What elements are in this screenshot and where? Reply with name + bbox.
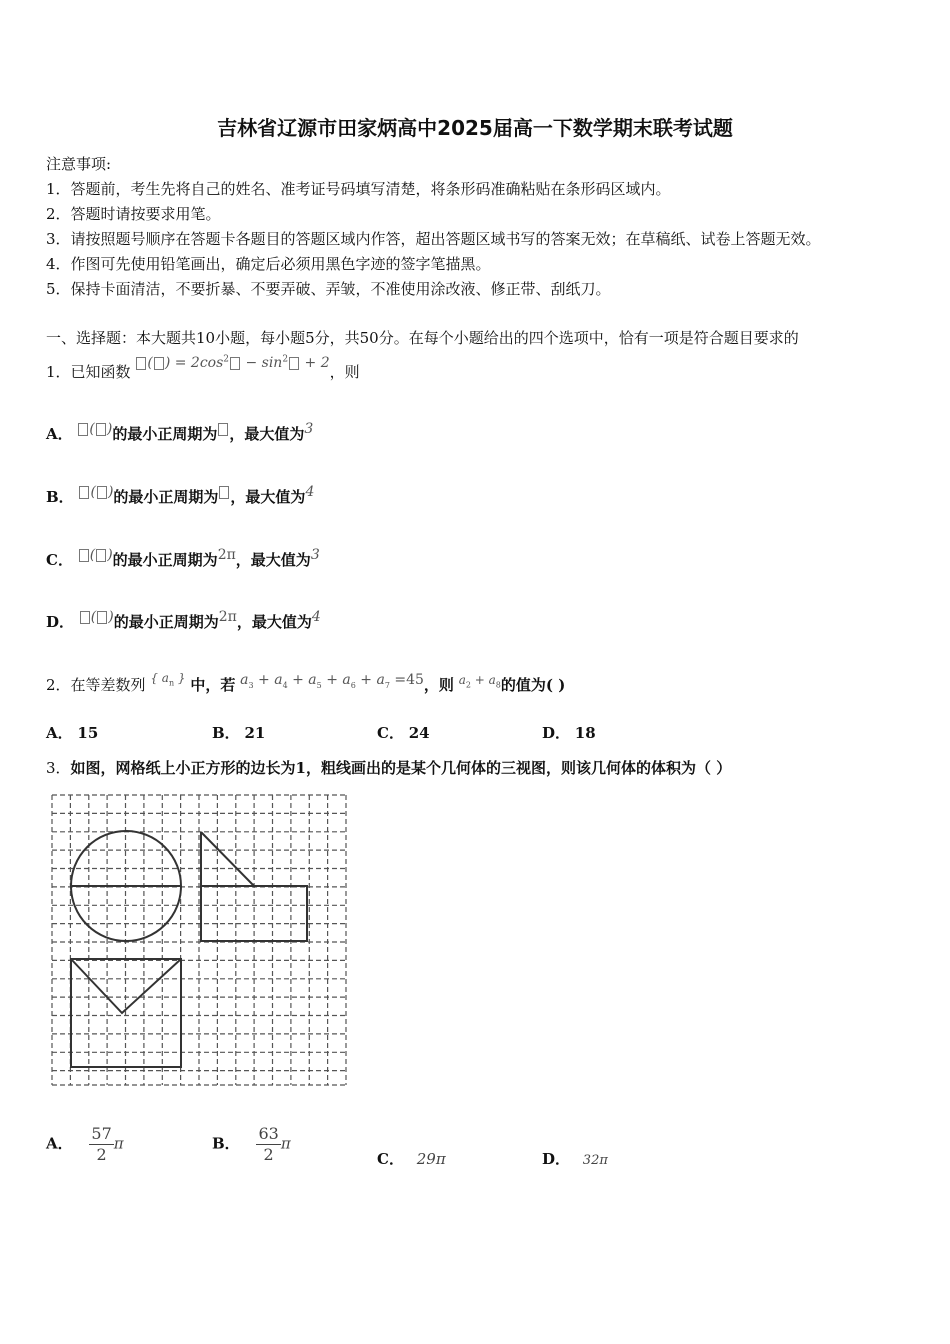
question-2: 2．在等差数列 $^{\{ a_n \}}$ 中，若 $a_3 + a_4 + a_5 + a_6 + a_7 =45$，则 $^{a_2 + a_8}$的值为( ) [46, 671, 566, 694]
sequence-notation: { an } [150, 671, 186, 688]
option-c[interactable]: C． 29π [377, 1150, 446, 1168]
option-c[interactable]: C． 24 [377, 724, 430, 742]
question-3: 3．如图，网格纸上小正方形的边长为1，粗线画出的是某个几何体的三视图，则该几何体的体积为（ ） [46, 759, 732, 777]
question-stem-tail: ，则 [329, 363, 360, 381]
placeholder-icon [79, 549, 89, 562]
option-b[interactable]: B． $\frac{63}{2}$ π [212, 1124, 291, 1164]
notice-item: 1．答题前，考生先将自己的姓名、准考证号码填写清楚，将条形码准确粘贴在条形码区域内。 [46, 180, 671, 198]
question-stem: 已知函数 [70, 363, 131, 381]
three-view-diagram [50, 793, 348, 1087]
option-d[interactable]: D． 18 [542, 724, 596, 742]
target-expression: a2 + a8 [458, 673, 501, 690]
placeholder-icon [289, 357, 299, 370]
placeholder-icon [136, 357, 146, 370]
sum-equation: $a_3 + a_4 + a_5 + a_6 + a_7 =45$ [240, 672, 424, 690]
notice-item: 3．请按照题号顺序在答题卡各题目的答题区域内作答，超出答题区域书写的答案无效；在草稿纸、试卷上答题无效。 [46, 230, 821, 248]
placeholder-icon [79, 486, 89, 499]
thick-outline [71, 831, 307, 1067]
notice-item: 5．保持卡面清洁，不要折暴、不要弄破、弄皱，不准使用涂改液、修正带、刮纸刀。 [46, 280, 611, 298]
question-1 [46, 354, 360, 382]
placeholder-icon [97, 611, 107, 624]
function-formula: ( ) = $2\cos^2 - \sin^2 + 2$ [135, 355, 329, 371]
notice-heading: 注意事项: [46, 155, 112, 173]
option-b[interactable]: B． ( )的最小正周期为 ，最大值为4 [46, 484, 315, 506]
option-d[interactable]: D． 32π [542, 1150, 608, 1168]
option-b[interactable]: B． 21 [212, 724, 266, 742]
placeholder-icon [78, 423, 88, 436]
option-d[interactable]: D． ( )的最小正周期为2π，最大值为4 [46, 609, 321, 631]
option-c[interactable]: C． ( )的最小正周期为2π，最大值为3 [46, 547, 320, 569]
notice-item: 2．答题时请按要求用笔。 [46, 205, 221, 223]
placeholder-icon [80, 611, 90, 624]
placeholder-icon [219, 486, 229, 499]
option-a[interactable]: A． $\frac{57}{2}$ π [46, 1124, 124, 1164]
option-a[interactable]: A． ( )的最小正周期为 ，最大值为3 [46, 421, 314, 443]
question-number: 1． [46, 363, 71, 381]
placeholder-icon [96, 549, 106, 562]
placeholder-icon [218, 423, 228, 436]
option-a[interactable]: A． 15 [46, 724, 99, 742]
placeholder-icon [154, 357, 164, 370]
placeholder-icon [230, 357, 240, 370]
page-title: 吉林省辽源市田家炳高中2025届高一下数学期末联考试题 [217, 116, 733, 140]
placeholder-icon [97, 486, 107, 499]
section-heading: 一、选择题：本大题共10小题，每小题5分，共50分。在每个小题给出的四个选项中，恰有一项是符合题目要求的 [46, 329, 799, 347]
placeholder-icon [96, 423, 106, 436]
notice-item: 4．作图可先使用铅笔画出，确定后必须用黑色字迹的签字笔描黑。 [46, 255, 491, 273]
